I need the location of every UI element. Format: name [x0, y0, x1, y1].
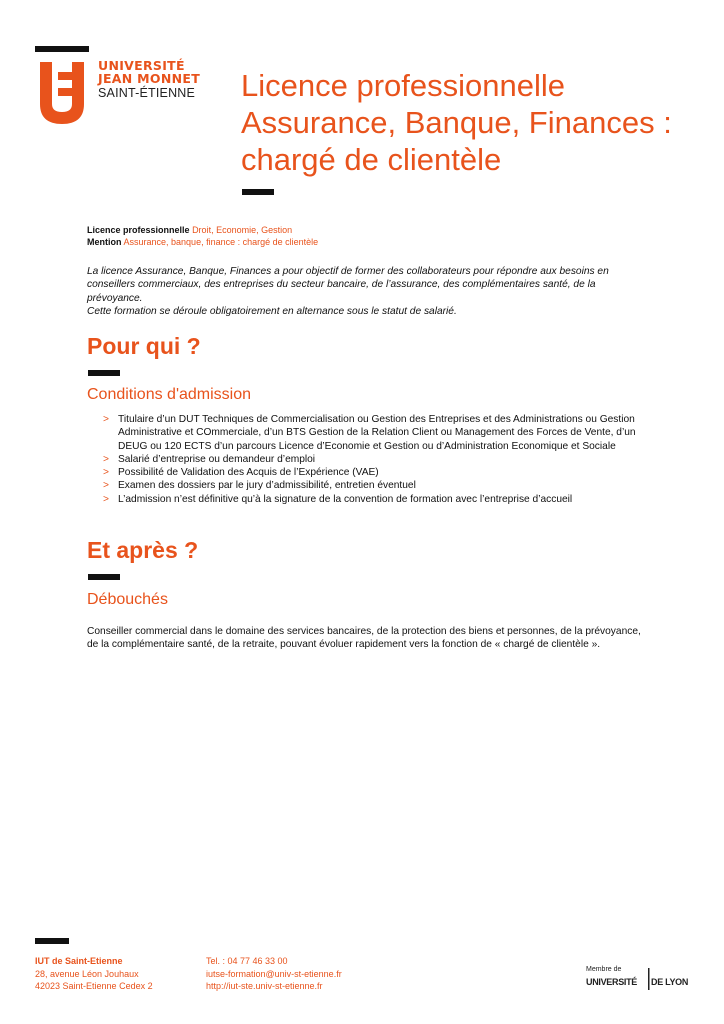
logo-line-1: UNIVERSITÉ	[98, 58, 185, 73]
list-item	[101, 413, 661, 453]
list-item	[101, 466, 661, 479]
intro-paragraph-2: Cette formation se déroule obligatoirement en alternance sous le statut de salarié.	[87, 305, 457, 317]
footer-rule	[35, 938, 69, 944]
universite-de-lyon-logo	[584, 962, 696, 994]
bullet-arrow-icon: >	[103, 480, 109, 492]
lyon-logo-divider-icon	[648, 968, 650, 990]
licence-label: Licence professionnelle	[87, 225, 190, 235]
member-org-2: DE LYON	[651, 977, 689, 987]
intro-text	[87, 265, 647, 318]
title-line-3: chargé de clientèle	[241, 142, 502, 177]
footer-address-line-1: 28, avenue Léon Jouhaux	[35, 968, 139, 979]
list-item-text: L’admission n’est définitive qu’à la signature de la convention de formation avec l’entreprise d’accueil	[118, 493, 573, 505]
ujm-logo-icon	[36, 58, 88, 128]
title-rule	[242, 189, 274, 195]
list-item	[101, 453, 661, 466]
subtitle-conditions: Conditions d'admission	[87, 386, 252, 403]
university-logo-text	[98, 59, 200, 100]
list-item-text: Possibilité de Validation des Acquis de l’Expérience (VAE)	[118, 467, 379, 479]
bullet-arrow-icon: >	[103, 414, 109, 425]
title-line-1: Licence professionnelle	[241, 68, 565, 103]
footer-contact	[206, 955, 342, 993]
section-rule-2	[88, 574, 120, 580]
footer-email-link[interactable]: iutse-formation@univ-st-etienne.fr	[206, 968, 342, 979]
licence-value: Droit, Economie, Gestion	[192, 225, 293, 235]
list-item-text: Examen des dossiers par le jury d’admissibilité, entretien éventuel	[118, 480, 416, 492]
list-item-text: Titulaire d’un DUT Techniques de Commercialisation ou Gestion des Entreprises et des Administrations ou Gestion Administrative et COmmerciale, d’un BTS Gestion de la Relation Client ou Management des Forces de Vente, d’un DEUG ou 120 ECTS d’un parcours Licence d’Economie et Gestion ou d’Administration Economique et Sociale	[118, 414, 636, 452]
program-meta	[87, 224, 318, 248]
subtitle-debouches: Débouchés	[87, 591, 168, 608]
section-title-et-apres: Et après ?	[87, 537, 199, 563]
footer-address	[35, 955, 153, 993]
footer-address-line-2: 42023 Saint-Etienne Cedex 2	[35, 981, 153, 991]
footer-tel: Tel. : 04 77 46 33 00	[206, 956, 288, 966]
list-item	[101, 479, 661, 492]
mention-label: Mention	[87, 237, 122, 247]
footer-web-link[interactable]: http://iut-ste.univ-st-etienne.fr	[206, 981, 323, 991]
footer-name: IUT de Saint-Etienne	[35, 956, 123, 966]
bullet-arrow-icon: >	[103, 453, 109, 465]
member-label: Membre de	[586, 966, 622, 973]
logo-line-3: SAINT-ÉTIENNE	[98, 86, 196, 101]
bullet-arrow-icon: >	[103, 467, 109, 479]
list-item	[101, 493, 661, 506]
member-org-1: UNIVERSITÉ	[586, 977, 638, 987]
section-title-pour-qui: Pour qui ?	[87, 333, 201, 359]
admission-list	[101, 413, 661, 506]
header-rule	[35, 46, 89, 52]
debouches-text: Conseiller commercial dans le domaine des services bancaires, de la protection des biens et personnes, de la prévoyance, de la complémentaire santé, de la retraite, pouvant évoluer rapidement vers la fonction de « chargé de clientèle ».	[87, 626, 641, 651]
mention-value: Assurance, banque, finance : chargé de clientèle	[123, 237, 319, 247]
list-item-text: Salarié d’entreprise ou demandeur d’emploi	[118, 453, 316, 465]
section-rule-1	[88, 370, 120, 376]
bullet-arrow-icon: >	[103, 493, 109, 505]
logo-line-2: JEAN MONNET	[98, 71, 201, 87]
title-line-2: Assurance, Banque, Finances :	[241, 105, 672, 140]
page-title	[241, 67, 711, 178]
intro-paragraph-1: La licence Assurance, Banque, Finances a pour objectif de former des collaborateurs pour répondre aux besoins en conseillers commerciaux, des entreprises du secteur bancaire, de l’assurance, des complémentaires santé, de la prévoyance.	[87, 266, 609, 304]
